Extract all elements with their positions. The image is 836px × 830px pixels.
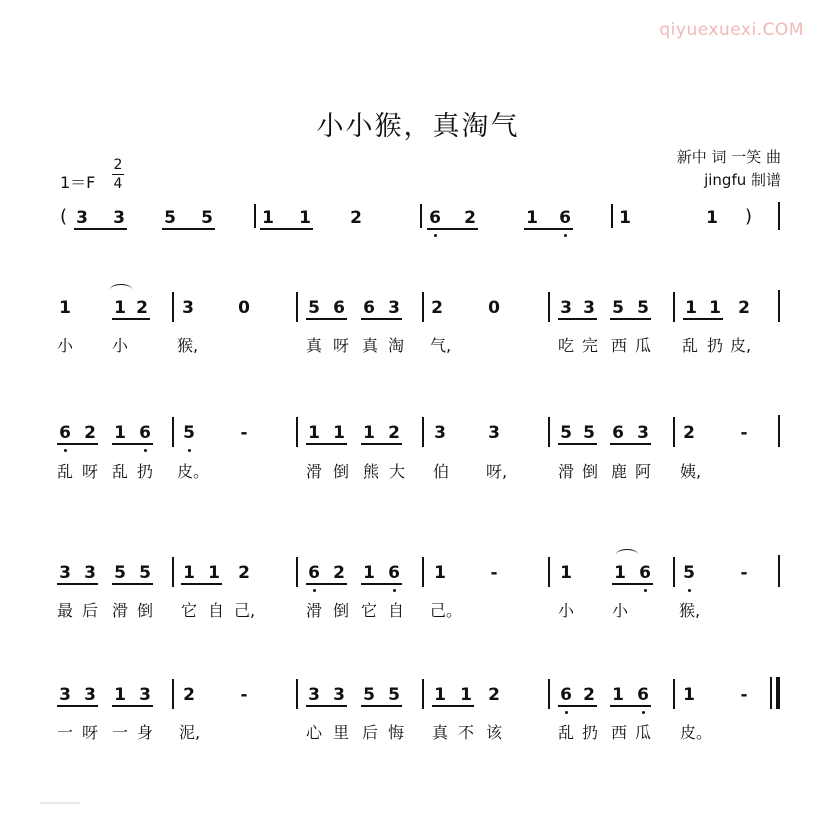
lyric-syllable: 吃 (557, 336, 574, 355)
octave-dot-below (393, 589, 396, 592)
time-bottom: 4 (113, 176, 123, 192)
lyric-syllable: 泥, (179, 723, 201, 742)
eighth-beam (558, 318, 597, 320)
octave-dot-below (188, 449, 191, 452)
eighth-beam (306, 318, 347, 320)
lyric-syllable: 自 (207, 601, 224, 620)
octave-dot-below (642, 711, 645, 714)
note: 3 (308, 685, 320, 705)
barline (172, 417, 174, 447)
footer-mark (40, 802, 80, 804)
note: 1 (114, 298, 126, 318)
lyric-syllable: 熊 (362, 462, 379, 481)
lyric-syllable: 倒 (136, 601, 153, 620)
barline (673, 417, 675, 447)
eighth-beam (683, 318, 723, 320)
eighth-beam (162, 228, 215, 230)
note: 6 (639, 563, 651, 583)
note: 1 (363, 563, 375, 583)
note: 5 (308, 298, 320, 318)
lyric-syllable: 小 (111, 336, 128, 355)
note: 1 (262, 208, 274, 228)
lyric-syllable: 滑 (305, 601, 322, 620)
eighth-beam (57, 705, 98, 707)
note: 3 (560, 298, 572, 318)
note: 1 (709, 298, 721, 318)
note: 3 (583, 298, 595, 318)
note: 6 (637, 685, 649, 705)
lyric-syllable: 皮。 (680, 723, 713, 742)
eighth-beam (74, 228, 127, 230)
eighth-beam (112, 705, 153, 707)
eighth-beam (306, 443, 347, 445)
note: 5 (683, 563, 695, 583)
eighth-beam (112, 443, 153, 445)
note: 6 (308, 563, 320, 583)
barline (172, 557, 174, 587)
lyric-syllable: 小 (557, 601, 574, 620)
eighth-beam (306, 583, 347, 585)
lyric-syllable: 淘 (387, 336, 404, 355)
song-title: 小小猴，真淘气 (316, 111, 520, 142)
note: 0 (238, 298, 250, 318)
note: 2 (488, 685, 500, 705)
note: 3 (434, 423, 446, 443)
lyric-syllable: 扔 (581, 723, 598, 742)
eighth-beam (612, 583, 653, 585)
eighth-beam (361, 705, 402, 707)
note: - (740, 423, 748, 443)
eighth-beam (610, 318, 651, 320)
lyric-syllable: 猴, (679, 601, 701, 620)
octave-dot-below (434, 234, 437, 237)
note: 3 (637, 423, 649, 443)
note: 5 (612, 298, 624, 318)
note: 2 (464, 208, 476, 228)
note: 6 (612, 423, 624, 443)
lyric-syllable: 真 (305, 336, 322, 355)
barline (172, 292, 174, 322)
note: 1 (333, 423, 345, 443)
lyric-syllable: 大 (388, 462, 405, 481)
lyric-syllable: 后 (361, 723, 378, 742)
barline (296, 292, 298, 322)
octave-dot-below (565, 711, 568, 714)
note: 6 (363, 298, 375, 318)
barline (548, 292, 550, 322)
note: 1 (560, 563, 572, 583)
note: 6 (559, 208, 571, 228)
intro-open-paren: ( (60, 206, 68, 227)
note: 3 (182, 298, 194, 318)
lyric-syllable: 鹿 (610, 462, 627, 481)
note: 6 (560, 685, 572, 705)
note: 2 (431, 298, 443, 318)
barline (778, 290, 780, 322)
note: 2 (583, 685, 595, 705)
barline (548, 557, 550, 587)
barline (778, 555, 780, 587)
eighth-beam (427, 228, 478, 230)
barline (296, 557, 298, 587)
lyric-syllable: 瓜 (634, 336, 651, 355)
lyric-syllable: 倒 (581, 462, 598, 481)
note: 1 (363, 423, 375, 443)
barline (422, 679, 424, 709)
lyric-syllable: 心 (305, 723, 322, 742)
note: 6 (59, 423, 71, 443)
lyric-syllable: 小 (56, 336, 73, 355)
barline (770, 677, 772, 709)
lyric-syllable: 己。 (430, 601, 463, 620)
note: 3 (388, 298, 400, 318)
note: 2 (388, 423, 400, 443)
barline (673, 557, 675, 587)
note: 1 (685, 298, 697, 318)
slur (616, 549, 638, 560)
lyric-syllable: 己, (234, 601, 256, 620)
eighth-beam (361, 318, 402, 320)
note: 6 (388, 563, 400, 583)
eighth-beam (524, 228, 573, 230)
lyric-syllable: 真 (431, 723, 448, 742)
note: 2 (683, 423, 695, 443)
lyric-syllable: 阿 (634, 462, 651, 481)
octave-dot-below (688, 589, 691, 592)
octave-dot-below (313, 589, 316, 592)
note: 6 (139, 423, 151, 443)
barline (254, 204, 256, 228)
lyric-syllable: 自 (387, 601, 404, 620)
lyric-syllable: 乱 (56, 462, 73, 481)
lyric-syllable: 不 (457, 723, 474, 742)
lyric-syllable: 猴, (177, 336, 199, 355)
lyric-syllable: 一 (56, 723, 73, 742)
lyric-syllable: 悔 (387, 723, 404, 742)
note: 1 (308, 423, 320, 443)
lyric-syllable: 西 (610, 723, 627, 742)
barline (778, 415, 780, 447)
time-top: 2 (113, 157, 123, 173)
note: 3 (59, 563, 71, 583)
lyric-syllable: 真 (361, 336, 378, 355)
note: 2 (84, 423, 96, 443)
eighth-beam (558, 705, 597, 707)
eighth-beam (432, 705, 474, 707)
key-signature: 1＝F (60, 173, 96, 192)
lyric-syllable: 里 (332, 723, 349, 742)
lyric-syllable: 后 (81, 601, 98, 620)
note: 1 (683, 685, 695, 705)
note: 1 (114, 685, 126, 705)
note: 1 (114, 423, 126, 443)
final-barline (776, 677, 780, 709)
lyric-syllable: 呀, (486, 462, 508, 481)
note: 3 (59, 685, 71, 705)
note: 3 (84, 685, 96, 705)
lyric-syllable: 完 (581, 336, 598, 355)
lyric-syllable: 呀 (81, 723, 98, 742)
note: 5 (363, 685, 375, 705)
note: 6 (429, 208, 441, 228)
lyric-syllable: 滑 (111, 601, 128, 620)
barline (296, 679, 298, 709)
lyric-syllable: 呀 (332, 336, 349, 355)
slur (110, 284, 132, 295)
note: 1 (619, 208, 631, 228)
note: 1 (460, 685, 472, 705)
octave-dot-below (64, 449, 67, 452)
barline (172, 679, 174, 709)
barline (422, 292, 424, 322)
engraver: jingfu 制谱 (704, 171, 781, 189)
note: 3 (333, 685, 345, 705)
lyric-syllable: 身 (136, 723, 153, 742)
note: 3 (139, 685, 151, 705)
note: 2 (183, 685, 195, 705)
intro-close-paren: ) (745, 206, 753, 227)
lyric-syllable: 乱 (681, 336, 698, 355)
barline (611, 204, 613, 228)
note: 1 (208, 563, 220, 583)
note: 3 (113, 208, 125, 228)
note: 1 (706, 208, 718, 228)
eighth-beam (361, 583, 402, 585)
barline (422, 417, 424, 447)
note: 2 (136, 298, 148, 318)
lyric-syllable: 该 (485, 723, 502, 742)
note: 1 (183, 563, 195, 583)
note: - (740, 563, 748, 583)
note: 5 (114, 563, 126, 583)
lyric-syllable: 扔 (706, 336, 723, 355)
eighth-beam (260, 228, 313, 230)
lyricist-composer: 新中 词 一笑 曲 (676, 148, 781, 166)
note: 5 (637, 298, 649, 318)
lyric-syllable: 倒 (332, 462, 349, 481)
lyric-syllable: 伯 (432, 462, 449, 481)
barline (420, 204, 422, 228)
lyric-syllable: 瓜 (634, 723, 651, 742)
note: 5 (583, 423, 595, 443)
note: 5 (201, 208, 213, 228)
site-watermark: qiyuexuexi.COM (659, 20, 804, 40)
barline (778, 202, 780, 230)
eighth-beam (610, 705, 651, 707)
note: - (490, 563, 498, 583)
note: 1 (526, 208, 538, 228)
lyric-syllable: 滑 (305, 462, 322, 481)
note: 5 (164, 208, 176, 228)
barline (673, 292, 675, 322)
note: - (240, 423, 248, 443)
note: 1 (614, 563, 626, 583)
eighth-beam (112, 318, 150, 320)
barline (673, 679, 675, 709)
note: 5 (139, 563, 151, 583)
lyric-syllable: 乱 (557, 723, 574, 742)
note: 1 (612, 685, 624, 705)
note: 2 (238, 563, 250, 583)
lyric-syllable: 乱 (111, 462, 128, 481)
lyric-syllable: 它 (360, 601, 377, 620)
octave-dot-below (144, 449, 147, 452)
lyric-syllable: 小 (611, 601, 628, 620)
lyric-syllable: 一 (111, 723, 128, 742)
octave-dot-below (644, 589, 647, 592)
credits (677, 146, 781, 192)
note: 2 (738, 298, 750, 318)
eighth-beam (361, 443, 402, 445)
note: 1 (434, 685, 446, 705)
barline (296, 417, 298, 447)
note: 1 (434, 563, 446, 583)
time-signature (112, 158, 124, 191)
barline (548, 679, 550, 709)
note: 0 (488, 298, 500, 318)
note: 2 (333, 563, 345, 583)
lyric-syllable: 滑 (557, 462, 574, 481)
note: 3 (76, 208, 88, 228)
octave-dot-below (564, 234, 567, 237)
note: - (740, 685, 748, 705)
barline (422, 557, 424, 587)
lyric-syllable: 倒 (332, 601, 349, 620)
note: 5 (560, 423, 572, 443)
note: 6 (333, 298, 345, 318)
lyric-syllable: 皮。 (177, 462, 210, 481)
lyric-syllable: 气, (430, 336, 452, 355)
lyric-syllable: 它 (180, 601, 197, 620)
note: 1 (299, 208, 311, 228)
eighth-beam (57, 583, 98, 585)
lyric-syllable: 皮, (730, 336, 752, 355)
lyric-syllable: 呀 (81, 462, 98, 481)
note: 3 (84, 563, 96, 583)
barline (548, 417, 550, 447)
note: 2 (350, 208, 362, 228)
eighth-beam (57, 443, 98, 445)
note: 1 (59, 298, 71, 318)
eighth-beam (181, 583, 222, 585)
note: 5 (183, 423, 195, 443)
lyric-syllable: 姨, (680, 462, 702, 481)
note: - (240, 685, 248, 705)
eighth-beam (306, 705, 347, 707)
lyric-syllable: 扔 (136, 462, 153, 481)
lyric-syllable: 西 (610, 336, 627, 355)
lyric-syllable: 最 (56, 601, 73, 620)
eighth-beam (610, 443, 651, 445)
eighth-beam (112, 583, 153, 585)
note: 5 (388, 685, 400, 705)
eighth-beam (558, 443, 597, 445)
note: 3 (488, 423, 500, 443)
